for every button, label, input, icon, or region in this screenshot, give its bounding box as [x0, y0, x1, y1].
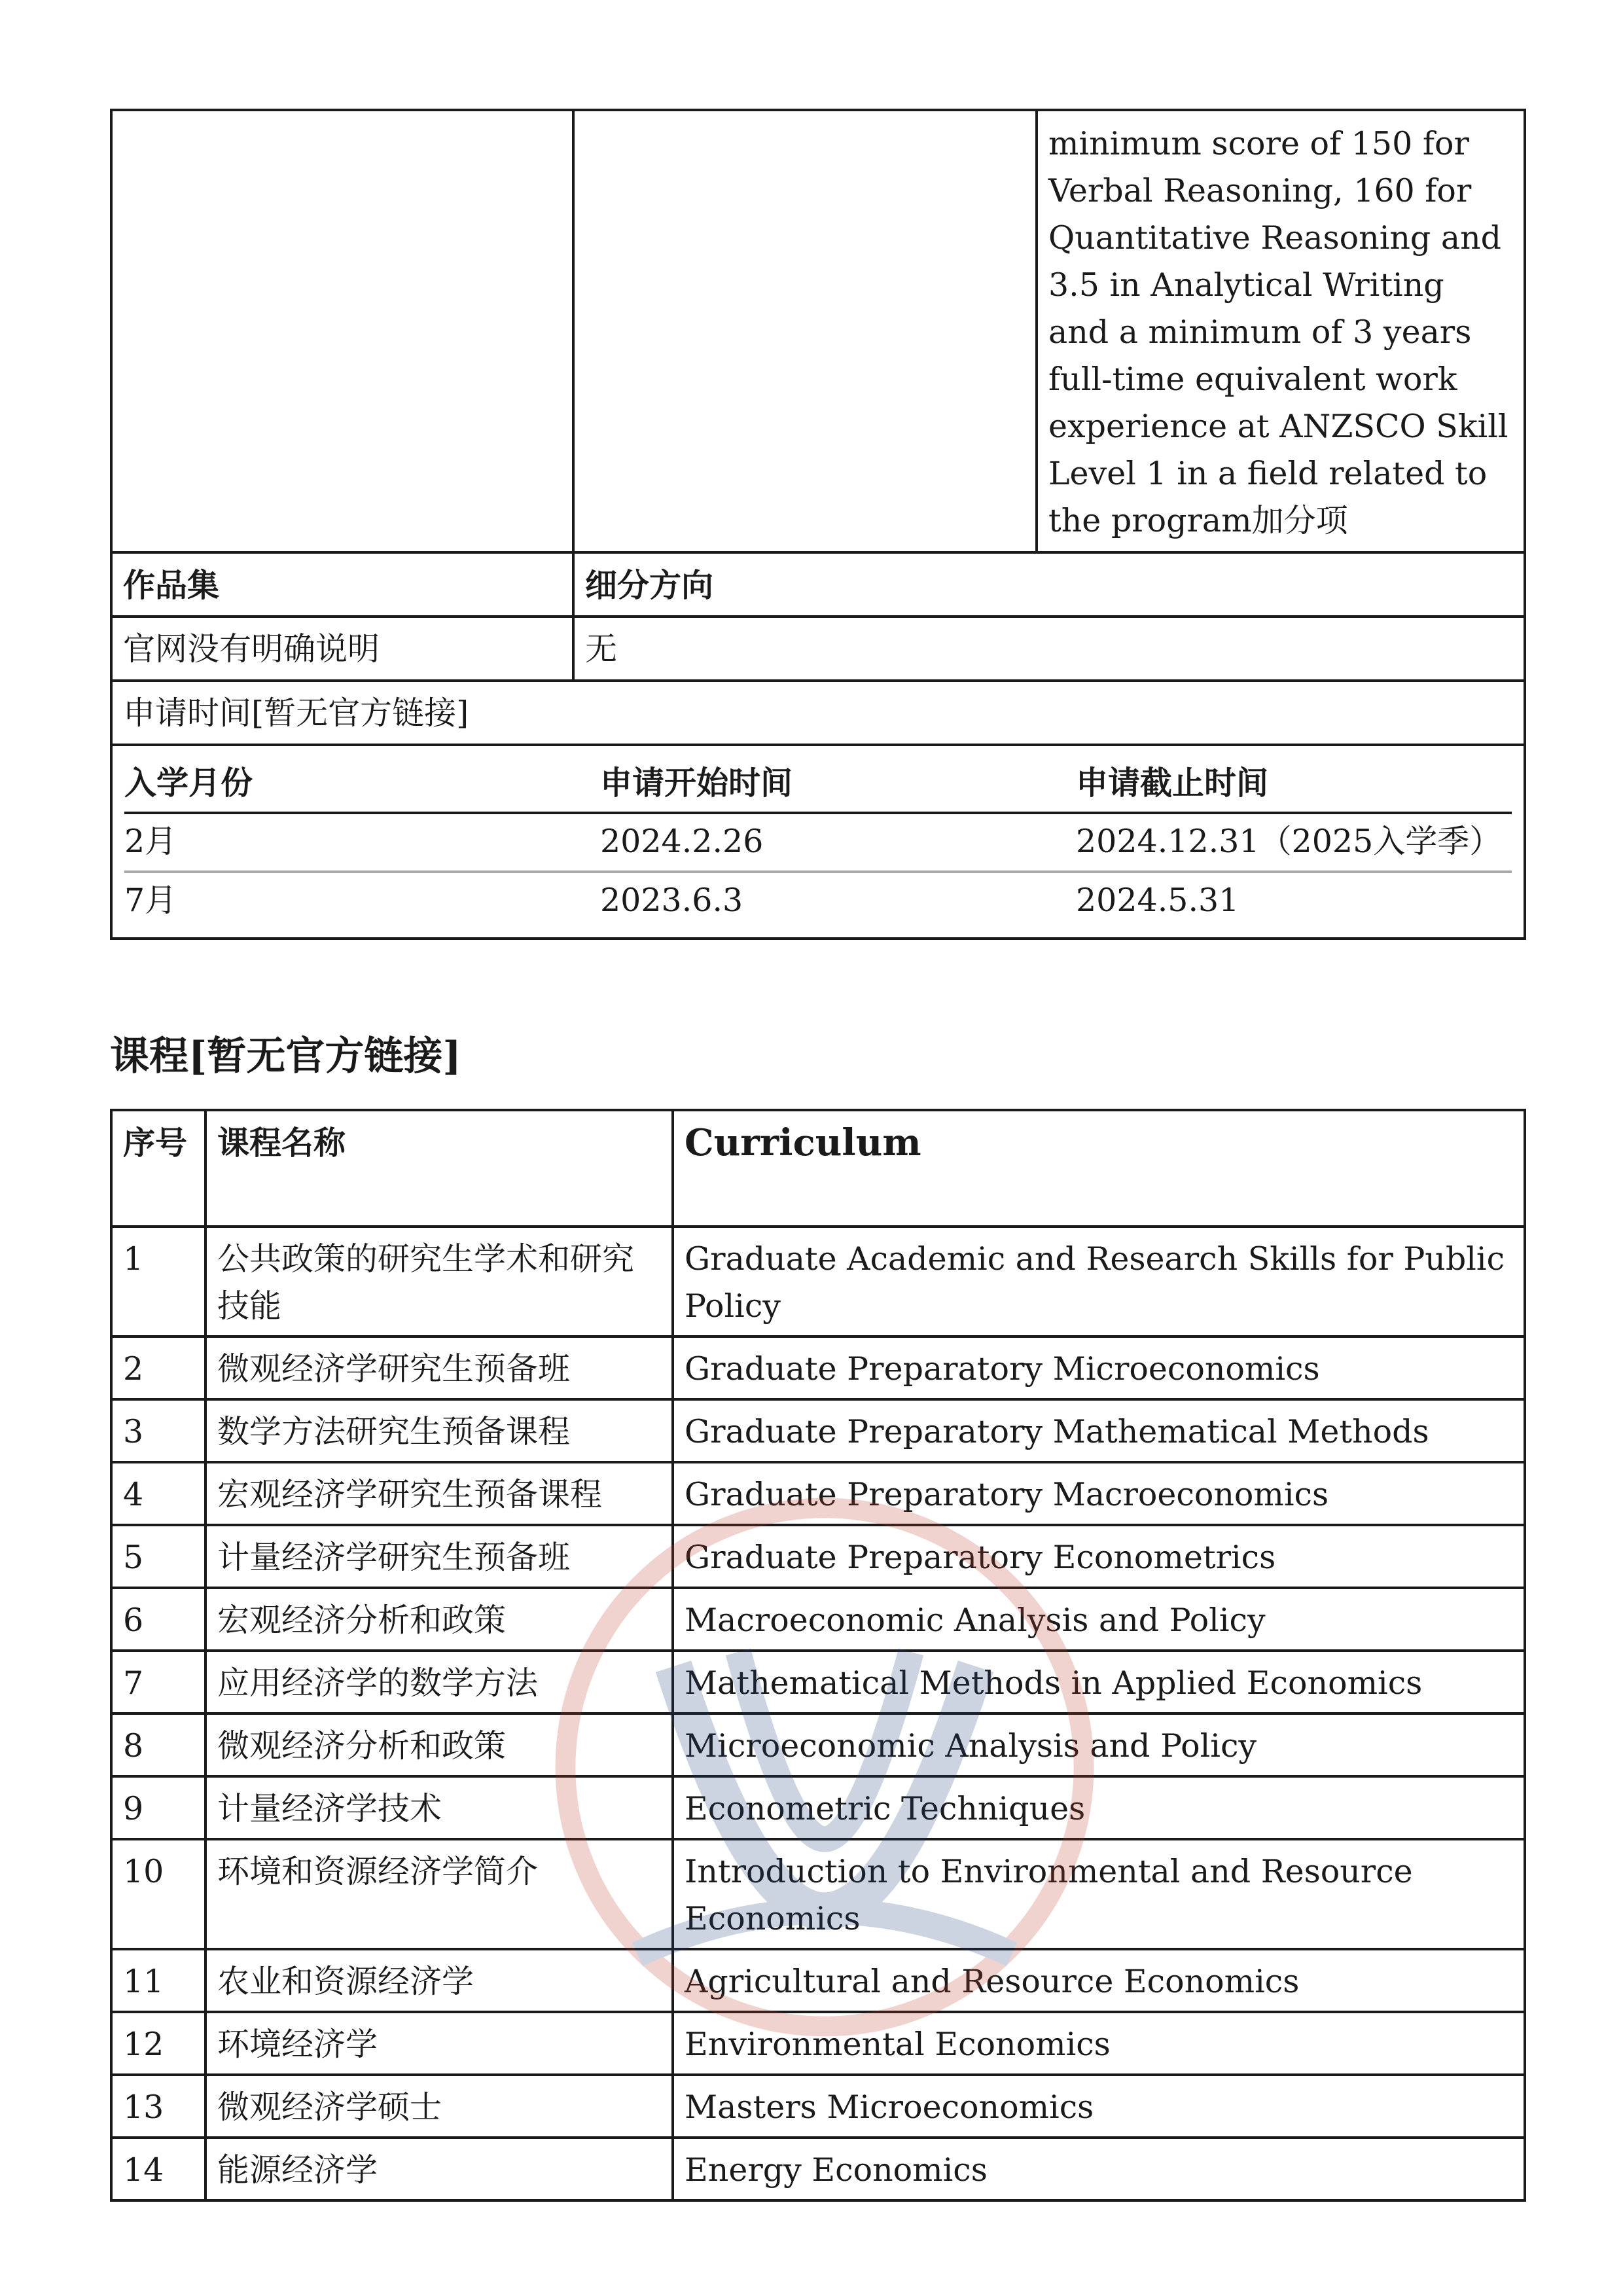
course-index: 10 — [111, 1839, 205, 1949]
schedule-start: 2024.2.26 — [600, 813, 1076, 872]
course-name-cn: 计量经济学研究生预备班 — [205, 1525, 673, 1588]
table-row — [111, 1651, 1525, 1713]
table-row — [111, 2012, 1525, 2075]
courses-title: 课程[暂无官方链接] — [110, 1033, 461, 1079]
header-name-en: Curriculum — [673, 1110, 1525, 1227]
table-row — [111, 1336, 1525, 1399]
courses-header-row — [111, 1110, 1525, 1227]
course-index: 14 — [111, 2138, 205, 2200]
course-index: 9 — [111, 1776, 205, 1839]
schedule-deadline: 2024.5.31 — [1076, 882, 1240, 919]
course-name-en: Graduate Preparatory Econometrics — [673, 1525, 1525, 1588]
table-row — [111, 2075, 1525, 2138]
specialization-value: 无 — [573, 617, 1525, 681]
schedule-start: 2023.6.3 — [600, 882, 743, 919]
course-name-en: Graduate Academic and Research Skills for Public Policy — [673, 1227, 1525, 1336]
course-name-en: Graduate Preparatory Microeconomics — [673, 1336, 1525, 1399]
table-row — [111, 1227, 1525, 1336]
schedule-container — [111, 745, 1525, 939]
application-time-label: 申请时间[暂无官方链接] — [111, 681, 1525, 745]
course-name-cn: 环境和资源经济学简介 — [205, 1839, 673, 1949]
table-row — [111, 1588, 1525, 1651]
empty-cell-2 — [573, 110, 1037, 552]
table-row — [111, 1839, 1525, 1949]
course-name-en: Introduction to Environmental and Resource Economics — [673, 1839, 1525, 1949]
table-row — [111, 1525, 1525, 1588]
schedule-row-jul — [124, 872, 1512, 929]
specialization-label: 细分方向 — [573, 552, 1525, 617]
course-name-cn: 环境经济学 — [205, 2012, 673, 2075]
course-name-cn: 宏观经济学研究生预备课程 — [205, 1462, 673, 1525]
table-row — [111, 1776, 1525, 1839]
schedule-row-feb — [124, 813, 1512, 872]
table-row — [111, 1713, 1525, 1776]
course-name-cn: 农业和资源经济学 — [205, 1949, 673, 2012]
course-name-en: Econometric Techniques — [673, 1776, 1525, 1839]
course-name-cn: 数学方法研究生预备课程 — [205, 1399, 673, 1462]
course-name-en: Masters Microeconomics — [673, 2075, 1525, 2138]
schedule-deadline: 2024.12.31（2025入学季） — [1076, 813, 1512, 872]
schedule-header-intake: 入学月份 — [124, 755, 600, 813]
course-name-cn: 微观经济学研究生预备班 — [205, 1336, 673, 1399]
application-time-row — [111, 681, 1525, 745]
course-index: 3 — [111, 1399, 205, 1462]
course-index: 8 — [111, 1713, 205, 1776]
table-row — [111, 1399, 1525, 1462]
course-name-en: Energy Economics — [673, 2138, 1525, 2200]
course-index: 11 — [111, 1949, 205, 2012]
portfolio-value-row — [111, 617, 1525, 681]
empty-cell-1 — [111, 110, 573, 552]
schedule-table — [124, 755, 1512, 929]
schedule-intake: 7月 — [124, 882, 177, 919]
portfolio-label: 作品集 — [111, 552, 573, 617]
course-index: 13 — [111, 2075, 205, 2138]
course-index: 2 — [111, 1336, 205, 1399]
course-index: 12 — [111, 2012, 205, 2075]
course-index: 5 — [111, 1525, 205, 1588]
course-name-en: Agricultural and Resource Economics — [673, 1949, 1525, 2012]
course-index: 6 — [111, 1588, 205, 1651]
course-name-en: Graduate Preparatory Mathematical Methods — [673, 1399, 1525, 1462]
portfolio-header-row — [111, 552, 1525, 617]
schedule-intake: 2月 — [124, 813, 600, 872]
portfolio-value: 官网没有明确说明 — [111, 617, 573, 681]
course-name-cn: 能源经济学 — [205, 2138, 673, 2200]
requirement-row — [111, 110, 1525, 552]
course-name-en: Mathematical Methods in Applied Economics — [673, 1651, 1525, 1713]
table-row — [111, 1462, 1525, 1525]
course-index: 7 — [111, 1651, 205, 1713]
schedule-header-start: 申请开始时间 — [600, 755, 1076, 813]
course-name-en: Environmental Economics — [673, 2012, 1525, 2075]
header-name-cn: 课程名称 — [205, 1110, 673, 1227]
requirement-text: minimum score of 150 for Verbal Reasoning, 160 for Quantitative Reasoning and 3.5 in Analytical Writing and a minimum of 3 years full-time equivalent work experience at ANZSCO Skill Level 1 in a field related to the program加分项 — [1037, 110, 1525, 552]
requirements-section — [110, 109, 1524, 940]
course-name-en: Macroeconomic Analysis and Policy — [673, 1588, 1525, 1651]
course-name-cn: 微观经济分析和政策 — [205, 1713, 673, 1776]
course-name-en: Graduate Preparatory Macroeconomics — [673, 1462, 1525, 1525]
requirements-table — [110, 109, 1526, 940]
header-index: 序号 — [111, 1110, 205, 1227]
course-name-cn: 宏观经济分析和政策 — [205, 1588, 673, 1651]
schedule-header-row — [124, 755, 1512, 813]
courses-table — [110, 1109, 1526, 2202]
course-index: 4 — [111, 1462, 205, 1525]
course-name-cn: 微观经济学硕士 — [205, 2075, 673, 2138]
course-name-cn: 计量经济学技术 — [205, 1776, 673, 1839]
course-index: 1 — [111, 1227, 205, 1336]
course-name-cn: 公共政策的研究生学术和研究技能 — [205, 1227, 673, 1336]
course-name-en: Microeconomic Analysis and Policy — [673, 1713, 1525, 1776]
table-row — [111, 2138, 1525, 2200]
course-name-cn: 应用经济学的数学方法 — [205, 1651, 673, 1713]
schedule-row — [111, 745, 1525, 939]
table-row — [111, 1949, 1525, 2012]
schedule-header-deadline: 申请截止时间 — [1076, 755, 1512, 813]
